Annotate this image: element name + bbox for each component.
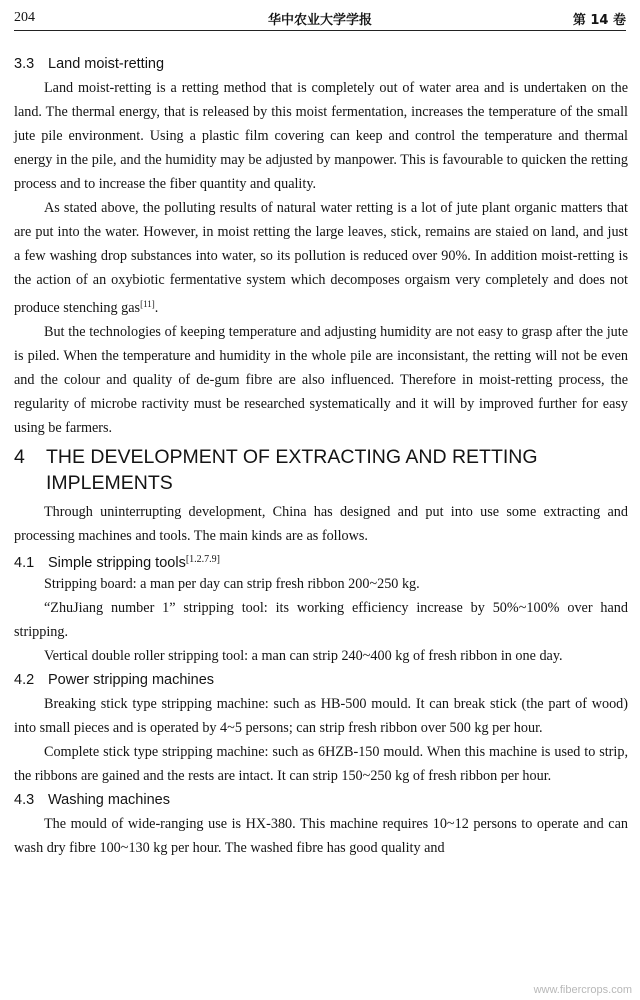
paragraph-text: As stated above, the polluting results of natural water retting is a lot of jute plant organic matters that are put into the water. However, in moist retting the large leaves, stick, remains are staied on land, and just a few washing drop substances into water, so its pollution is reduced over 90%. In addition moist-retting is the action of an oxybiotic fermentative system which decomposes orgaism very completely and does not produce stenching gas: [14, 200, 628, 316]
chapter-title: THE DEVELOPMENT OF EXTRACTING AND RETTING IMPLEMENTS: [46, 446, 538, 494]
watermark: www.fibercrops.com: [533, 984, 632, 996]
section-number: 4.2: [14, 672, 35, 688]
paragraph: Complete stick type stripping machine: such as 6HZB-150 mould. When this machine is used to strip, the ribbons are gained and the rests are intact. It can strip 150~250 kg of fresh ribbon per hour.: [14, 744, 628, 784]
paragraph: “ZhuJiang number 1” stripping tool: its working efficiency increase by 50%~100% over hand stripping.: [14, 600, 628, 640]
paragraph: But the technologies of keeping temperature and adjusting humidity are not easy to grasp after the jute is piled. When the temperature and humidity in the whole pile are inconsistant, the retting will not be even and the colour and quality of de-gum fibre are also influenced. Therefore in moist-retting process, the regularity of microbe ractivity must be researched systematically and it will by improved further for easy using be farmers.: [14, 324, 628, 436]
citation: [1.2.7.9]: [185, 554, 220, 565]
section-number: 4.1: [14, 555, 35, 571]
chapter-number: 4: [14, 446, 25, 468]
paragraph: Through uninterrupting development, China has designed and put into use some extracting and processing machines and tools. The main kinds are as follows.: [14, 504, 628, 544]
page-number: 204: [14, 10, 35, 25]
section-number: 3.3: [14, 56, 35, 72]
running-header: [14, 8, 626, 30]
section-title: Washing machines: [48, 792, 170, 808]
section-number: 4.3: [14, 792, 35, 808]
article-body: [14, 52, 628, 860]
paragraph: Vertical double roller stripping tool: a man can strip 240~400 kg of fresh ribbon in one day.: [44, 648, 563, 664]
section-title: Power stripping machines: [48, 672, 215, 688]
chapter-heading-4: [14, 444, 628, 496]
paragraph: As stated above, the polluting results of natural water retting is a lot of jute plant organic matters that are put into the water. However, in moist retting the large leaves, stick, remains are staied on land, and just a few washing drop substances into water, so its pollution is reduced over 90%. In addition moist-retting is the action of an oxybiotic fermentative system which decomposes orgaism very completely and does not produce stenching gas[11].: [14, 200, 628, 316]
volume-label: 第 14 卷: [572, 13, 626, 28]
paragraph: Stripping board: a man per day can strip fresh ribbon 200~250 kg.: [44, 576, 420, 592]
paragraph: Land moist-retting is a retting method that is completely out of water area and is undertaken on the land. The thermal energy, that is released by this moist fermentation, increases the temperature of the small jute pile environment. Using a plastic film covering can keep and control the temperature and thermal energy in the pile, and the humidity may be adjusted by manpower. This is favourable to quicken the retting process and to increase the fiber quantity and quality.: [14, 80, 628, 192]
journal-title: 华中农业大学学报: [267, 13, 372, 28]
paragraph: Breaking stick type stripping machine: such as HB-500 mould. It can break stick (the part of wood) into small pieces and is operated by 4~5 persons; can strip fresh ribbon over 500 kg per hour.: [14, 696, 628, 736]
section-heading-3-3: [14, 52, 628, 76]
citation: [11]: [140, 299, 155, 309]
section-title: Simple stripping tools: [48, 555, 186, 571]
paragraph: The mould of wide-ranging use is HX-380. This machine requires 10~12 persons to operate and can wash dry fibre 100~130 kg per hour. The washed fibre has good quality and: [14, 816, 628, 856]
section-heading-4-3: [14, 788, 628, 812]
section-title: Land moist-retting: [48, 56, 165, 72]
section-heading-4-2: [14, 668, 628, 692]
header-rule: [14, 30, 626, 31]
section-heading-4-1: [14, 548, 628, 572]
